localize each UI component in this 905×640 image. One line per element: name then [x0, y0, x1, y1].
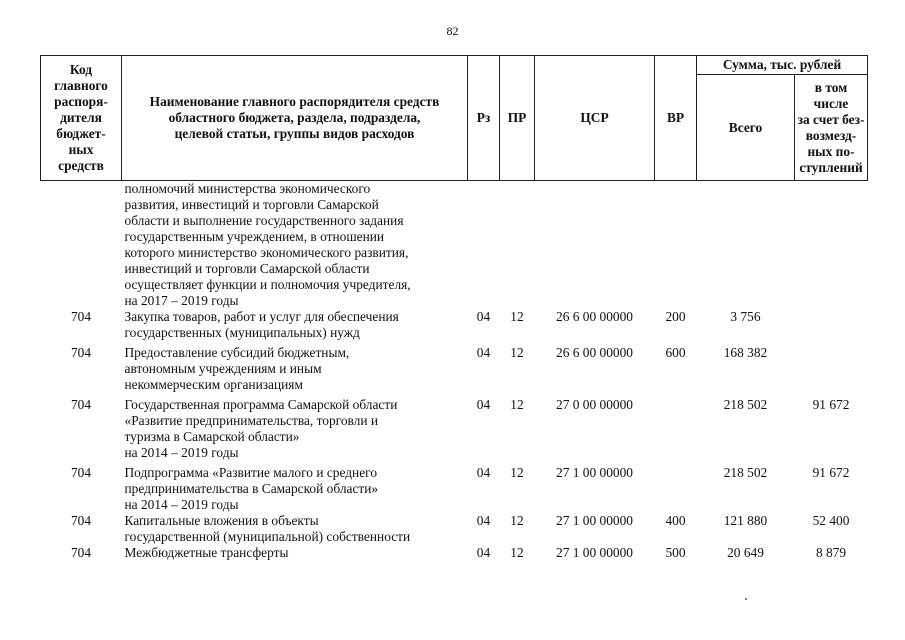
header-csr: ЦСР [535, 56, 655, 181]
cell-pr: 12 [510, 345, 524, 360]
cell-free [795, 345, 868, 397]
cell-code: 704 [70, 545, 92, 560]
cell-rz: 04 [476, 309, 491, 324]
scan-artifact-dot [745, 598, 747, 600]
cell-rz: 04 [476, 345, 491, 360]
cell-free: 91 672 [812, 465, 850, 480]
cell-csr: 26 6 00 00000 [556, 309, 633, 324]
cell-name: Закупка товаров, работ и услуг для обеспечения государственных (муниципальных) нужд [124, 309, 399, 340]
cell-vr: 400 [665, 513, 686, 528]
cell-vr: 600 [665, 345, 686, 360]
header-free: в том числе за счет без- возмезд- ных по- ступлений [795, 75, 868, 181]
cell-vr [655, 181, 697, 310]
cell-vr: 200 [665, 309, 686, 324]
cell-csr [535, 181, 655, 310]
cell-rz [468, 181, 500, 310]
cell-free: 91 672 [812, 397, 850, 412]
cell-rz: 04 [476, 397, 491, 412]
cell-total: 218 502 [723, 397, 768, 412]
cell-pr: 12 [510, 397, 524, 412]
cell-free: 52 400 [812, 513, 850, 528]
table-row [41, 513, 868, 545]
cell-pr: 12 [510, 309, 524, 324]
cell-total: 121 880 [723, 513, 768, 528]
cell-csr: 27 0 00 00000 [556, 397, 633, 412]
table-row [41, 465, 868, 513]
cell-name: Межбюджетные трансферты [124, 545, 289, 560]
cell-total: 20 649 [727, 545, 764, 560]
header-total: Всего [697, 75, 795, 181]
budget-table [40, 55, 868, 561]
cell-total: 168 382 [723, 345, 768, 360]
cell-name: Подпрограмма «Развитие малого и среднего предпринимательства в Самарской области» на 2014 – 2019 годы [124, 465, 379, 512]
cell-rz: 04 [476, 465, 491, 480]
header-pr: ПР [500, 56, 535, 181]
table-body [41, 181, 868, 562]
cell-vr [655, 465, 697, 513]
cell-vr [655, 397, 697, 465]
cell-pr: 12 [510, 545, 524, 560]
cell-pr: 12 [510, 465, 524, 480]
cell-free [795, 181, 868, 310]
table-row [41, 397, 868, 465]
cell-code: 704 [70, 513, 92, 528]
cell-code: 704 [70, 309, 92, 324]
table-header [41, 56, 868, 181]
header-sum: Сумма, тыс. рублей [697, 56, 868, 75]
header-code: Код главного распоря- дителя бюджет- ных средств [41, 56, 122, 181]
header-vr: ВР [655, 56, 697, 181]
cell-free: 8 879 [815, 545, 847, 560]
cell-total [697, 181, 795, 310]
cell-code: 704 [70, 465, 92, 480]
cell-code: 704 [70, 345, 92, 360]
cell-code: 704 [70, 397, 92, 412]
table-row [41, 545, 868, 561]
cell-name: Капитальные вложения в объекты государственной (муниципальной) собственности [124, 513, 411, 544]
cell-total: 218 502 [723, 465, 768, 480]
cell-rz: 04 [476, 545, 491, 560]
cell-csr: 27 1 00 00000 [556, 545, 633, 560]
table-row [41, 181, 868, 310]
cell-free [795, 309, 868, 345]
cell-name: Государственная программа Самарской области «Развитие предпринимательства, торговли и туризма в Самарской области» на 2014 – 2019 годы [124, 397, 398, 460]
cell-name: полномочий министерства экономического развития, инвестиций и торговли Самарской области и выполнение государственного задания государственным учреждением, в отношении которого министерство экономического развития, инвестиций и торговли Самарской области осуществляет функции и полномочия учредителя, на 2017 – 2019 годы [124, 181, 411, 308]
cell-name: Предоставление субсидий бюджетным, автономным учреждениям и иным некоммерческим организациям [124, 345, 350, 392]
table-row [41, 309, 868, 345]
page-number: 82 [446, 24, 459, 38]
cell-pr: 12 [510, 513, 524, 528]
cell-vr: 500 [665, 545, 686, 560]
header-rz: Рз [468, 56, 500, 181]
cell-csr: 27 1 00 00000 [556, 513, 633, 528]
cell-rz: 04 [476, 513, 491, 528]
cell-pr [500, 181, 535, 310]
cell-code [41, 181, 122, 310]
header-name: Наименование главного распорядителя средств областного бюджета, раздела, подраздела, целевой статьи, группы видов расходов [122, 56, 468, 181]
cell-total: 3 756 [730, 309, 761, 324]
table-row [41, 345, 868, 397]
cell-csr: 26 6 00 00000 [556, 345, 633, 360]
cell-csr: 27 1 00 00000 [556, 465, 633, 480]
